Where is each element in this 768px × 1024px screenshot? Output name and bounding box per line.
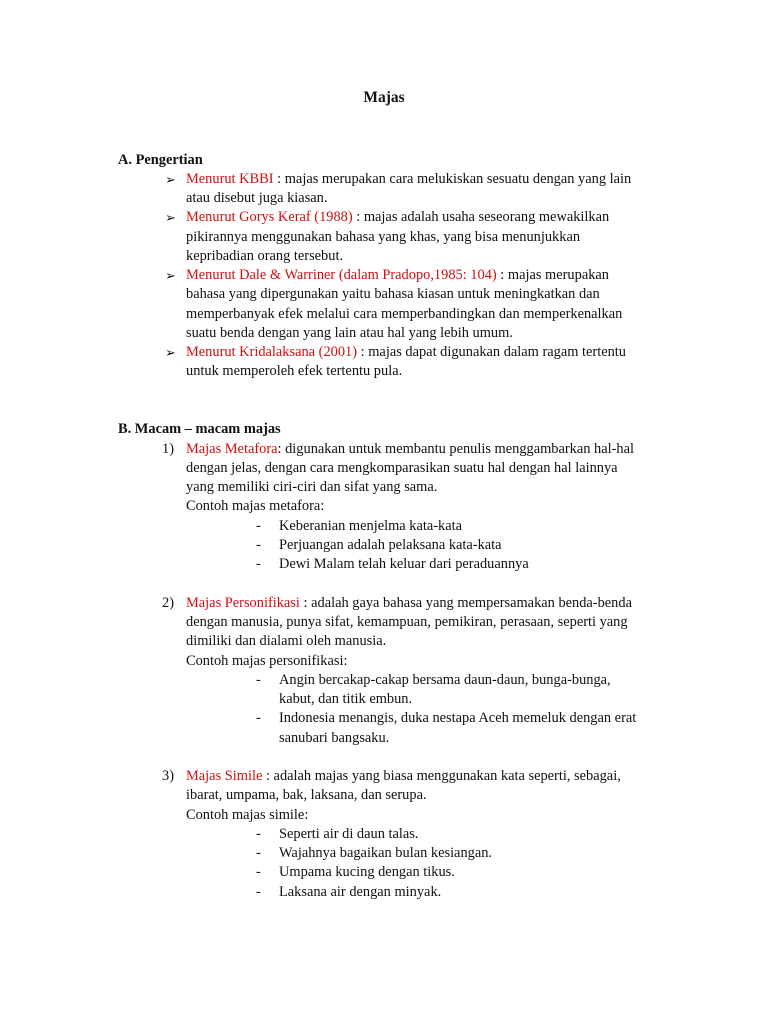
definition-text: : majas merupakan cara melukiskan sesuatu dengan yang lain [273,171,632,187]
example-item: Wajahnya bagaikan bulan kesiangan. [279,845,493,861]
example-item: Laksana air dengan minyak. [279,884,442,900]
definition-line [186,208,609,227]
definition-continuation: kepribadian orang tersebut. [186,248,344,264]
example-item-continuation: kabut, dan titik embun. [279,691,413,707]
definition-source: Menurut Dale & Warriner (dalam Pradopo,1985: 104) [186,267,497,283]
example-label: Contoh majas simile: [186,807,309,823]
section-a-heading: A. Pengertian [118,152,203,168]
example-item: Seperti air di daun talas. [279,826,419,842]
list-number: 1) [162,441,174,457]
definition-continuation: bahasa yang dipergunakan yaitu bahasa kiasan untuk meningkatkan dan [186,286,600,302]
arrow-bullet-icon: ➢ [165,172,176,187]
dash-bullet: - [256,518,261,534]
dash-bullet: - [256,537,261,553]
definition-source: Menurut Kridalaksana (2001) [186,344,358,360]
majas-line [186,594,632,613]
majas-text: : adalah majas yang biasa menggunakan kata seperti, sebagai, [262,768,621,784]
arrow-bullet-icon: ➢ [165,345,176,360]
example-item: Umpama kucing dengan tikus. [279,864,455,880]
arrow-bullet-icon: ➢ [165,268,176,283]
definition-continuation: suatu benda dengan yang lain atau hal yang lebih umum. [186,325,513,341]
example-label: Contoh majas metafora: [186,498,325,514]
definition-line [186,170,631,189]
example-item-continuation: sanubari bangsaku. [279,730,390,746]
definition-continuation: memperbanyak efek melalui cara memperbandingkan dan memperkenalkan [186,306,623,322]
majas-continuation: ibarat, umpama, bak, laksana, dan serupa. [186,787,427,803]
majas-continuation: yang memiliki ciri-ciri dan sifat yang sama. [186,479,438,495]
dash-bullet: - [256,556,261,572]
definition-continuation: untuk memperoleh efek tertentu pula. [186,363,403,379]
list-number: 3) [162,768,174,784]
example-label: Contoh majas personifikasi: [186,653,348,669]
definition-line [186,266,609,285]
dash-bullet: - [256,864,261,880]
majas-name: Majas Personifikasi [186,595,300,611]
definition-source: Menurut Gorys Keraf (1988) [186,209,353,225]
list-number: 2) [162,595,174,611]
section-b-heading: B. Macam – macam majas [118,421,281,437]
example-item: Keberanian menjelma kata-kata [279,518,462,534]
dash-bullet: - [256,672,261,688]
dash-bullet: - [256,884,261,900]
dash-bullet: - [256,710,261,726]
definition-text: : majas merupakan [496,267,609,283]
arrow-bullet-icon: ➢ [165,210,176,225]
dash-bullet: - [256,845,261,861]
majas-continuation: dengan manusia, punya sifat, kemampuan, pemikiran, perasaan, seperti yang [186,614,628,630]
definition-source: Menurut KBBI [186,171,274,187]
example-item: Indonesia menangis, duka nestapa Aceh memeluk dengan erat [279,710,637,726]
majas-line [186,767,621,786]
majas-name: Majas Simile [186,768,263,784]
definition-text: : majas adalah usaha seseorang mewakilkan [352,209,610,225]
example-item: Angin bercakap-cakap bersama daun-daun, bunga-bunga, [279,672,611,688]
example-item: Perjuangan adalah pelaksana kata-kata [279,537,502,553]
majas-line [186,440,634,459]
majas-continuation: dimiliki dan dialami oleh manusia. [186,633,387,649]
majas-text: : adalah gaya bahasa yang mempersamakan benda-benda [299,595,632,611]
definition-text: : majas dapat digunakan dalam ragam tertentu [357,344,626,360]
definition-line [186,343,626,362]
majas-text: : digunakan untuk membantu penulis menggambarkan hal-hal [277,441,634,457]
majas-continuation: dengan jelas, dengan cara mengkomparasikan suatu hal dengan hal lainnya [186,460,618,476]
dash-bullet: - [256,826,261,842]
definition-continuation: pikirannya menggunakan bahasa yang khas, yang bisa menunjukkan [186,229,581,245]
page-title: Majas [363,89,405,106]
majas-name: Majas Metafora [186,441,278,457]
definition-continuation: atau disebut juga kiasan. [186,190,328,206]
example-item: Dewi Malam telah keluar dari peraduannya [279,556,529,572]
